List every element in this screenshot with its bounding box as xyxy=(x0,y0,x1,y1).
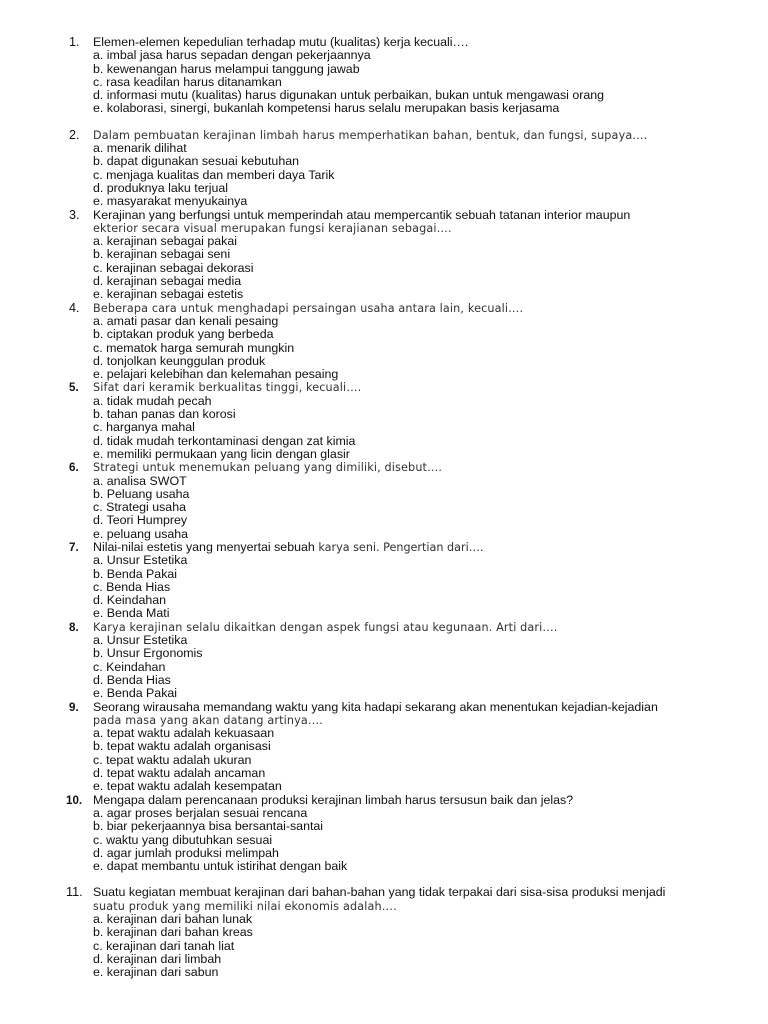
question-number: 4. xyxy=(69,300,80,315)
option-e: e. memiliki permukaan yang licin dengan glasir xyxy=(93,446,350,461)
question-text-continued: ekterior secara visual merupakan fungsi kerajianan sebagai…. xyxy=(93,221,452,235)
option-d: d. agar jumlah produksi melimpah xyxy=(93,845,279,860)
question-number: 2. xyxy=(69,127,80,142)
question-text: Mengapa dalam perencanaan produksi kerajinan limbah harus tersusun baik dan jelas? xyxy=(93,792,574,807)
option-list xyxy=(93,475,768,541)
question-9 xyxy=(0,701,768,794)
question-text-part: Nilai-nilai estetis yang menyertai sebuah xyxy=(93,539,315,554)
option-b: b. kerajinan dari bahan kreas xyxy=(93,925,253,940)
question-2 xyxy=(0,129,768,209)
option-e: e. dapat membantu untuk istirihat dengan baik xyxy=(93,859,348,874)
option-list xyxy=(93,634,768,700)
question-1 xyxy=(0,36,768,116)
question-text-part: karya seni. Pengertian dari…. xyxy=(314,540,484,554)
option-list xyxy=(93,142,768,208)
question-number: 8. xyxy=(69,620,79,634)
question-text xyxy=(93,541,723,554)
option-c: c. kerajinan sebagai dekorasi xyxy=(93,260,254,275)
question-text: Beberapa cara untuk menghadapi persaingan usaha antara lain, kecuali…. xyxy=(93,301,524,315)
option-d: d. Teori Humprey xyxy=(93,513,188,528)
option-c: c. kerajinan dari tanah liat xyxy=(93,938,235,953)
option-a: a. Unsur Estetika xyxy=(93,633,188,648)
option-d: d. produknya laku terjual xyxy=(93,180,229,195)
question-number: 1. xyxy=(69,35,80,49)
option-c: c. tepat waktu adalah ukuran xyxy=(93,752,252,767)
question-5 xyxy=(0,381,768,461)
question-text: Strategi untuk menemukan peluang yang dimiliki, disebut…. xyxy=(93,461,443,475)
question-number: 9. xyxy=(69,700,79,714)
quiz-document xyxy=(0,36,768,979)
option-c: c. harganya mahal xyxy=(93,420,195,435)
option-b: b. kewenangan harus melampui tanggung jawab xyxy=(93,61,360,76)
question-4 xyxy=(0,302,768,382)
option-c: c. waktu yang dibutuhkan sesuai xyxy=(93,832,273,847)
option-b: b. ciptakan produk yang berbeda xyxy=(93,327,274,342)
option-c: c. menjaga kualitas dan memberi daya Tarik xyxy=(93,167,335,182)
option-d: d. informasi mutu (kualitas) harus digunakan untuk perbaikan, bukan untuk mengawasi orang xyxy=(93,88,605,103)
option-e: e. peluang usaha xyxy=(93,526,189,541)
option-a: a. tidak mudah pecah xyxy=(93,393,212,408)
question-6 xyxy=(0,461,768,541)
option-b: b. tahan panas dan korosi xyxy=(93,407,236,422)
option-list xyxy=(93,49,768,115)
option-e: e. kerajinan dari sabun xyxy=(93,965,219,980)
option-b: b. dapat digunakan sesuai kebutuhan xyxy=(93,154,299,169)
option-a: a. analisa SWOT xyxy=(93,473,187,488)
option-c: c. mematok harga semurah mungkin xyxy=(93,340,295,355)
option-list xyxy=(93,554,768,620)
option-e: e. masyarakat menyukainya xyxy=(93,194,248,209)
question-text: Elemen-elemen kepedulian terhadap mutu (kualitas) kerja kecuali…. xyxy=(93,35,469,49)
question-text: Sifat dari keramik berkualitas tinggi, kecuali…. xyxy=(93,381,362,395)
option-list xyxy=(93,913,768,979)
option-d: d. tidak mudah terkontaminasi dengan zat kimia xyxy=(93,433,356,448)
option-e: e. pelajari kelebihan dan kelemahan pesaing xyxy=(93,367,339,382)
question-text: Karya kerajinan selalu dikaitkan dengan aspek fungsi atau kegunaan. Arti dari…. xyxy=(93,620,558,634)
question-text: Seorang wirausaha memandang waktu yang kita hadapi sekarang akan menentukan kejadian-kejadian xyxy=(93,699,658,714)
question-number: 11. xyxy=(66,885,83,900)
option-a: a. amati pasar dan kenali pesaing xyxy=(93,313,279,328)
option-list xyxy=(93,235,768,301)
option-a: a. tepat waktu adalah kekuasaan xyxy=(93,726,275,741)
option-c: c. Keindahan xyxy=(93,659,166,674)
option-d: d. kerajinan dari limbah xyxy=(93,951,222,966)
question-11 xyxy=(0,886,768,979)
option-list xyxy=(93,727,768,793)
option-b: b. tepat waktu adalah organisasi xyxy=(93,739,271,754)
question-7 xyxy=(0,541,768,621)
option-b: b. Peluang usaha xyxy=(93,486,190,501)
question-text: Suatu kegiatan membuat kerajinan dari bahan-bahan yang tidak terpakai dari sisa-sisa produksi menjadi xyxy=(93,885,666,900)
option-e: e. kerajinan sebagai estetis xyxy=(93,287,244,302)
option-e: e. kolaborasi, sinergi, bukanlah kompetensi harus selalu merupakan basis kerjasama xyxy=(93,101,560,116)
option-e: e. tepat waktu adalah kesempatan xyxy=(93,779,282,794)
option-a: a. imbal jasa harus sepadan dengan pekerjaannya xyxy=(93,48,371,63)
option-a: a. agar proses berjalan sesuai rencana xyxy=(93,805,308,820)
option-c: c. rasa keadilan harus ditanamkan xyxy=(93,74,282,89)
option-a: a. kerajinan sebagai pakai xyxy=(93,234,237,249)
question-number: 6. xyxy=(69,461,79,475)
option-list xyxy=(93,395,768,461)
option-b: b. kerajinan sebagai seni xyxy=(93,247,231,262)
question-text-continued: pada masa yang akan datang artinya…. xyxy=(93,713,323,727)
option-a: a. Unsur Estetika xyxy=(93,553,188,568)
question-8 xyxy=(0,621,768,701)
question-number: 5. xyxy=(69,381,79,395)
option-d: d. tepat waktu adalah ancaman xyxy=(93,766,266,781)
option-c: c. Strategi usaha xyxy=(93,500,186,515)
option-list xyxy=(93,315,768,381)
option-d: d. tonjolkan keunggulan produk xyxy=(93,353,266,368)
option-list xyxy=(93,807,768,873)
option-e: e. Benda Pakai xyxy=(93,686,178,701)
question-number: 7. xyxy=(69,540,79,554)
option-d: d. Benda Hias xyxy=(93,672,171,687)
question-10 xyxy=(0,794,768,874)
option-a: a. kerajinan dari bahan lunak xyxy=(93,912,253,926)
option-e: e. Benda Mati xyxy=(93,606,170,621)
option-d: d. kerajinan sebagai media xyxy=(93,274,242,289)
option-b: b. biar pekerjaannya bisa bersantai-santai xyxy=(93,819,324,834)
question-text-continued: suatu produk yang memiliki nilai ekonomis adalah…. xyxy=(93,899,397,913)
question-text: Kerajinan yang berfungsi untuk memperindah atau mempercantik sebuah tatanan interior maupun xyxy=(93,207,631,222)
question-number: 3. xyxy=(69,207,80,222)
option-a: a. menarik dilihat xyxy=(93,141,187,156)
question-3 xyxy=(0,209,768,302)
option-c: c. Benda Hias xyxy=(93,579,171,594)
option-d: d. Keindahan xyxy=(93,593,167,608)
spacer xyxy=(0,116,768,129)
question-number: 10. xyxy=(66,793,83,807)
question-text: Dalam pembuatan kerajinan limbah harus memperhatikan bahan, bentuk, dan fungsi, supaya…. xyxy=(93,128,648,142)
option-b: b. Unsur Ergonomis xyxy=(93,646,203,661)
option-b: b. Benda Pakai xyxy=(93,566,178,581)
